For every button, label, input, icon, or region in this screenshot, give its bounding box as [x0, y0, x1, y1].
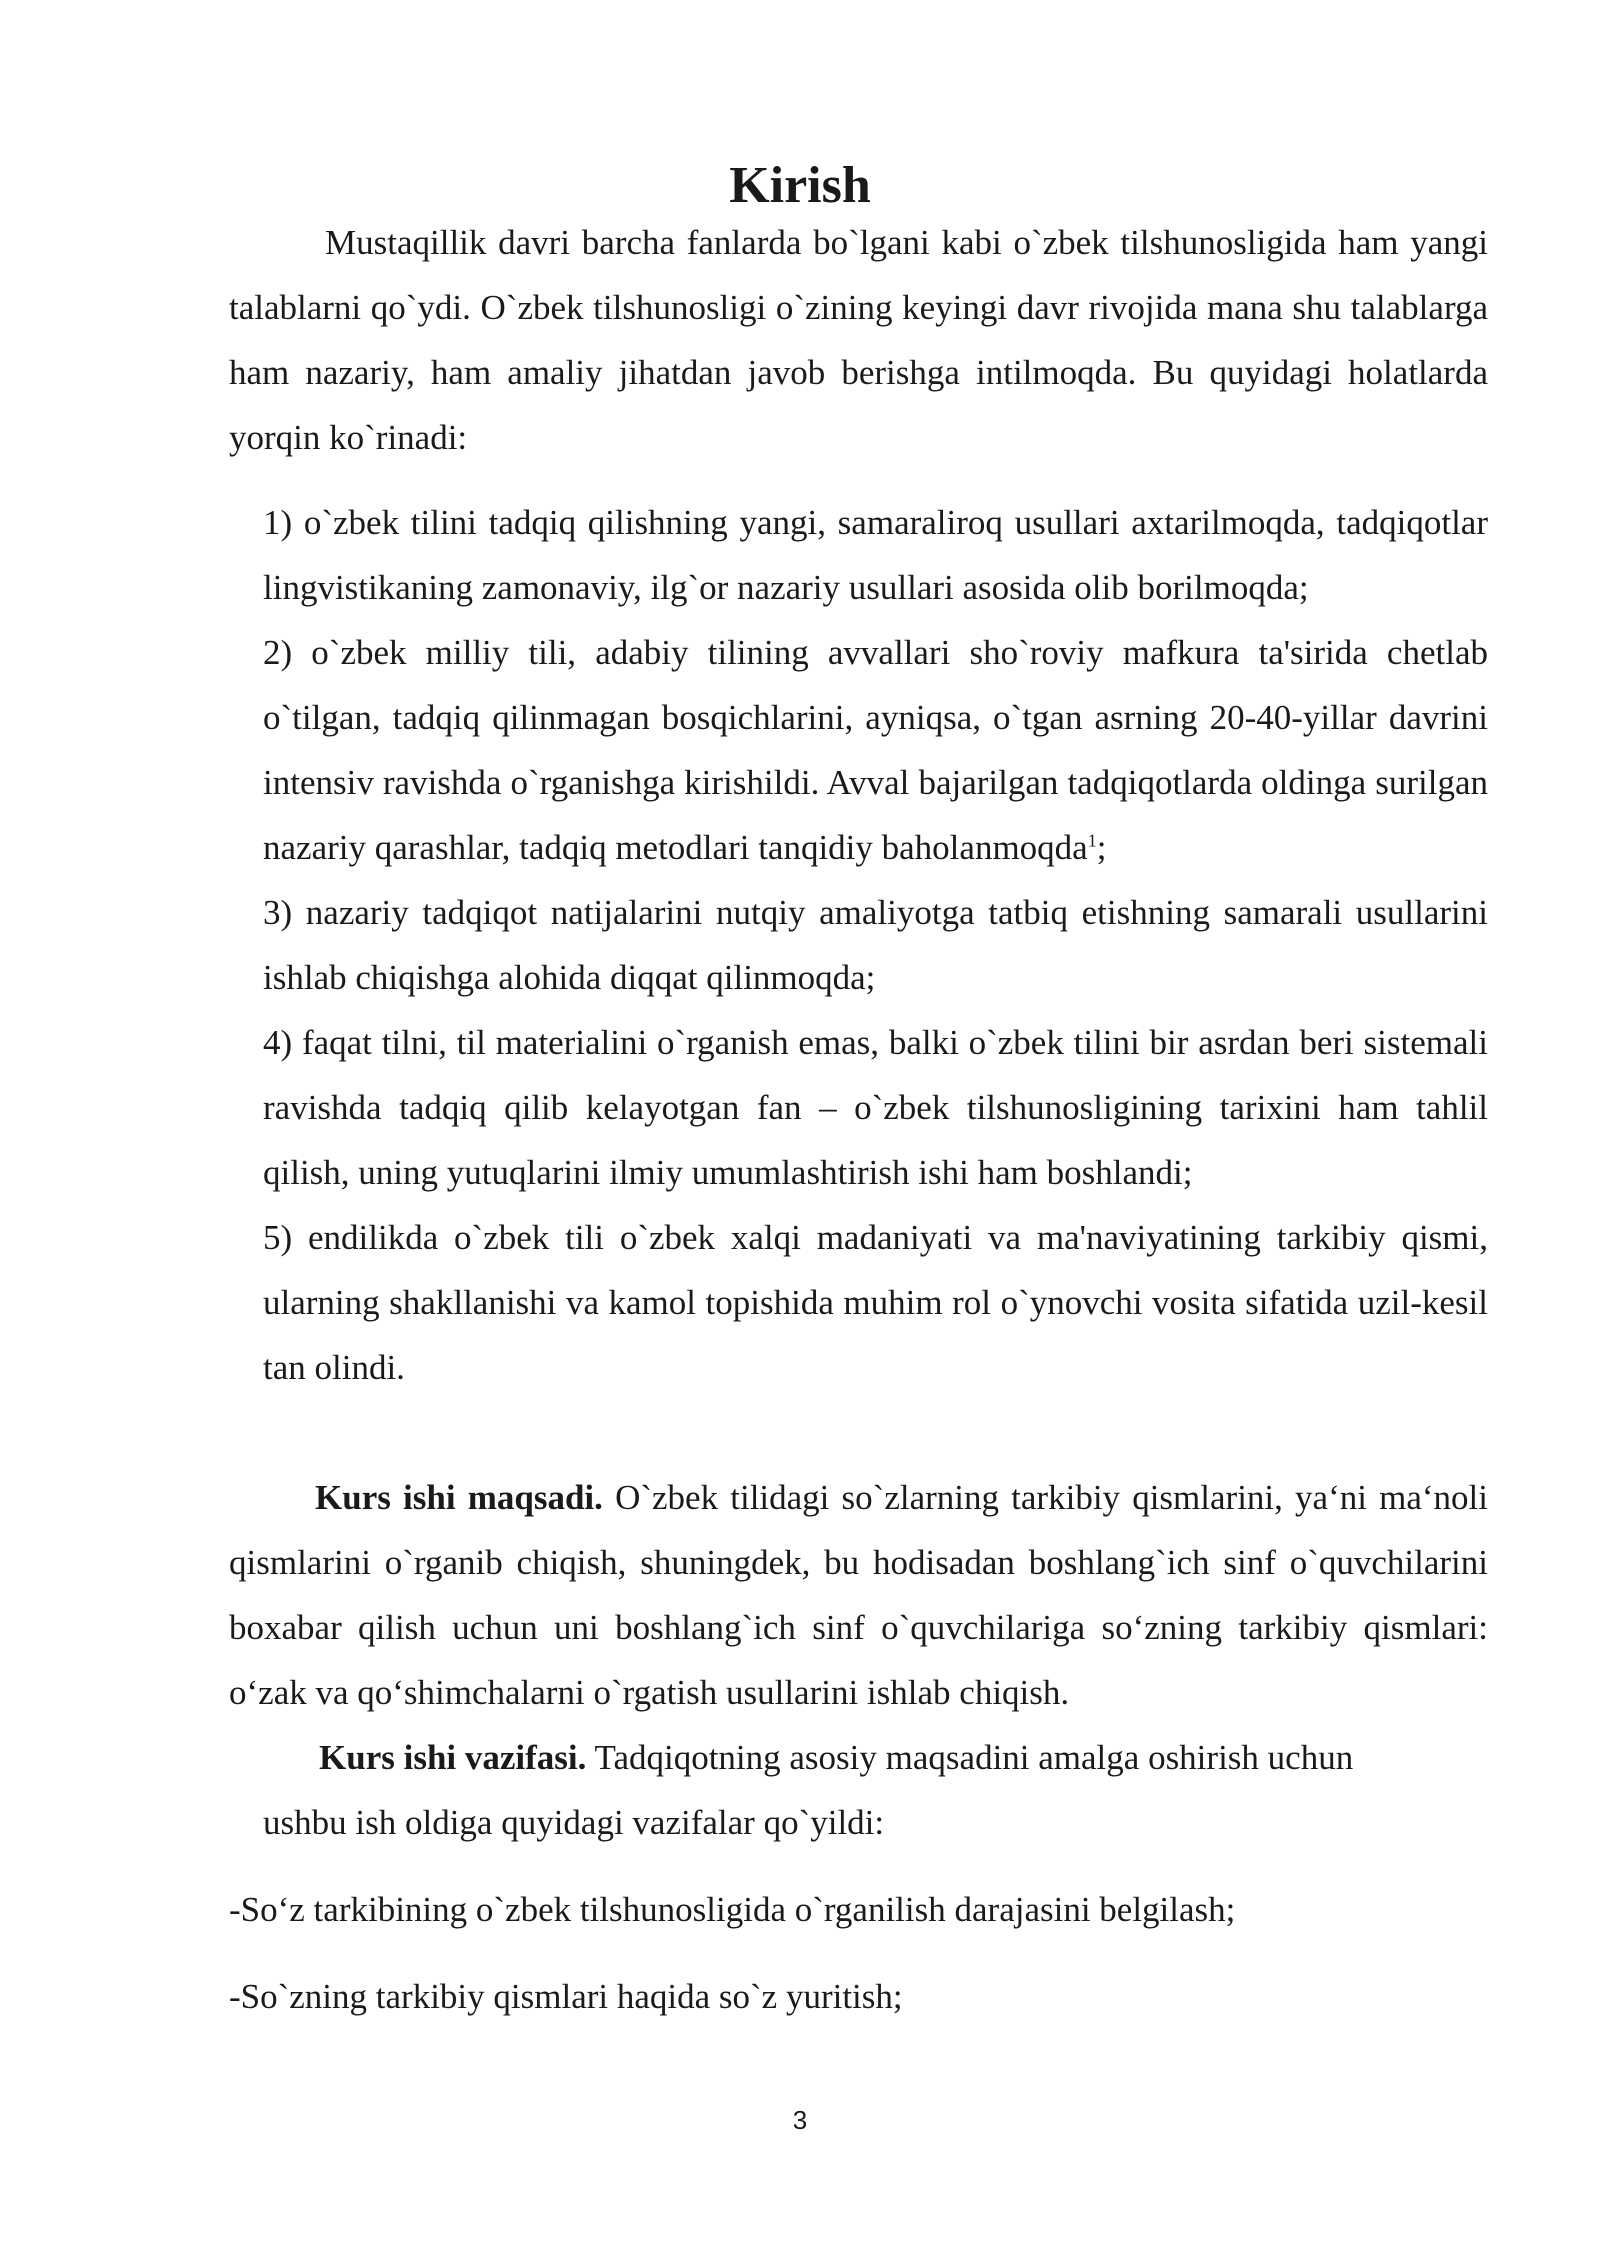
course-tasks-paragraph — [263, 1725, 1443, 1790]
course-goal-paragraph — [229, 1465, 1488, 1725]
footnote-marker[interactable]: 1 — [1087, 830, 1097, 851]
task-item: -So‘z tarkibining o`zbek tilshunosligida o`rganilish darajasini belgilash; — [229, 1890, 1236, 1929]
task-item: -So`zning tarkibiy qismlari haqida so`z yuritish; — [229, 1977, 903, 2016]
course-goal-label: Kurs ishi maqsadi. — [315, 1478, 603, 1517]
page-title: Kirish — [729, 157, 871, 214]
list-item: 5) endilikda o`zbek tili o`zbek xalqi madaniyati va ma'naviyatining tarkibiy qismi, ularning shakllanishi va kamol topishida muhim rol o`ynovchi vosita sifatida uzil-kesil tan olindi. — [263, 1218, 1488, 1387]
list-item: 3) nazariy tadqiqot natijalarini nutqiy amaliyotga tatbiq etishning samarali usullarini ishlab chiqishga alohida diqqat qilinmoqda; — [263, 893, 1488, 997]
list-item: 1) o`zbek tilini tadqiq qilishning yangi, samaraliroq usullari axtarilmoqda, tadqiqotlar lingvistikaning zamonaviy, ilg`or nazariy usullari asosida olib borilmoqda; — [263, 503, 1488, 607]
intro-paragraph: Mustaqillik davri barcha fanlarda bo`lgani kabi o`zbek tilshunosligida ham yangi talablarni qo`ydi. O`zbek tilshunosligi o`zining keyingi davr rivojida mana shu talablarga ham nazariy, ham amaliy jihatdan javob berishga intilmoqda. Bu quyidagi holatlarda yorqin ko`rinadi: — [229, 223, 1488, 457]
course-tasks-label: Kurs ishi vazifasi. — [319, 1738, 587, 1777]
numbered-list — [263, 490, 1488, 1400]
course-goal-text: O`zbek tilidagi so`zlarning tarkibiy qismlarini, ya‘ni ma‘noli qismlarini o`rganib chiqish, shuningdek, bu hodisadan boshlang`ich sinf o`quvchilarini boxabar qilish uchun uni boshlang`ich sinf o`quvchilariga so‘zning tarkibiy qismlari: o‘zak va qo‘shimchalarni o`rgatish usullarini ishlab chiqish. — [229, 1478, 1488, 1712]
course-tasks-text: Tadqiqotning asosiy maqsadini amalga oshirish uchun — [586, 1738, 1354, 1777]
course-tasks-continuation: ushbu ish oldiga quyidagi vazifalar qo`yildi: — [263, 1803, 885, 1842]
list-item: 2) o`zbek milliy tili, adabiy tilining avvallari sho`roviy mafkura ta'sirida chetlab o`tilgan, tadqiq qilinmagan bosqichlarini, ayniqsa, o`tgan asrning 20-40-yillar davrini intensiv ravishda o`rganishga kirishildi. Avval bajarilgan tadqiqotlarda oldinga surilgan nazariy qarashlar, tadqiq metodlari tanqidiy baholanmoqda$^1$; — [263, 633, 1488, 867]
list-item: 4) faqat tilni, til materialini o`rganish emas, balki o`zbek tilini bir asrdan beri sistemali ravishda tadqiq qilib kelayotgan fan – o`zbek tilshunosligining tarixini ham tahlil qilish, uning yutuqlarini ilmiy umumlashtirish ishi ham boshlandi; — [263, 1023, 1488, 1192]
page-number: 3 — [792, 2105, 808, 2135]
